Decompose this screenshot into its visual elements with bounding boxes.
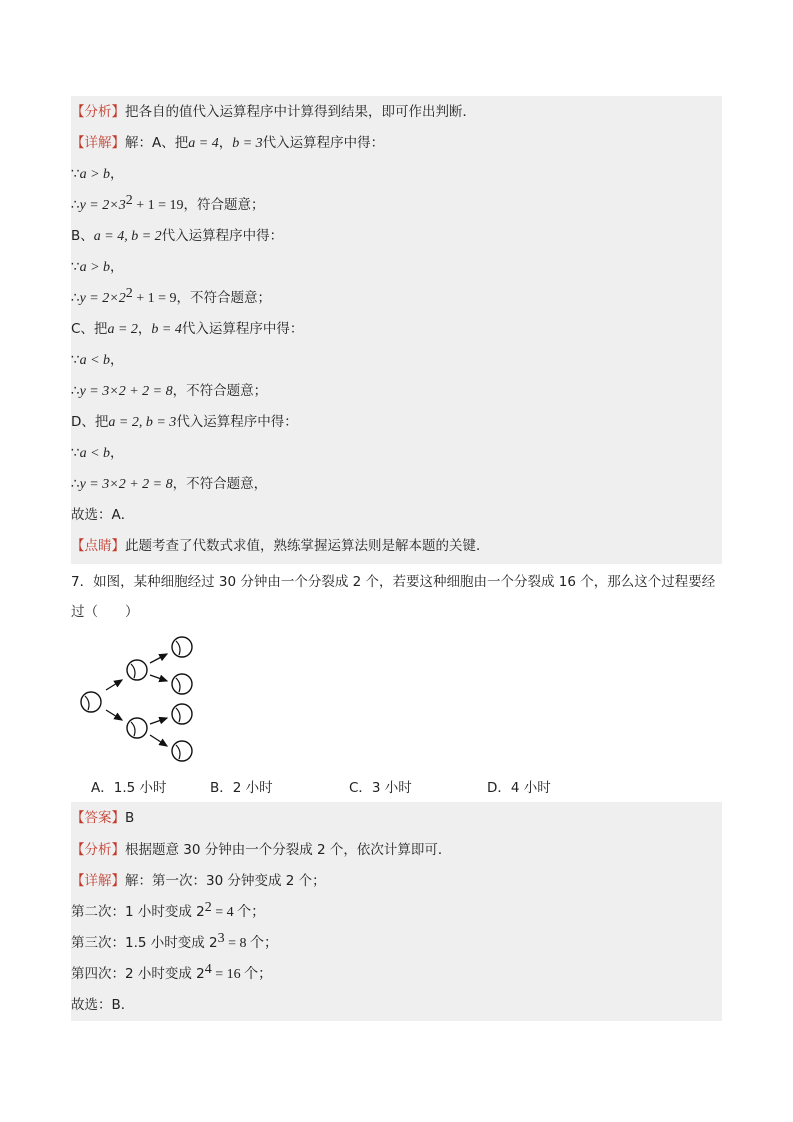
math-b-eq-4: b = 4 [151,322,182,337]
comment-tag: 【点睛】 [71,538,125,554]
D-result-line [71,474,267,494]
B-because-line [71,257,124,277]
therefore-symbol: ∴ [71,197,80,213]
solution-block-q7 [71,802,722,1021]
C-result-text: ，不符合题意； [172,383,268,399]
answer-line [71,808,134,828]
choose-B-line [71,995,134,1015]
exponent: 2 [204,900,212,915]
B-label: B、 [71,228,94,244]
B-result-line [71,288,271,308]
step-4-result: = 16 个； [211,967,273,982]
math-a-gt-b: a > b [79,260,111,275]
analysis-text: 根据题意 30 分钟由一个分裂成 2 个，依次计算即可． [125,842,452,858]
detail-line [71,133,384,153]
substitute-text: 代入运算程序中得： [262,135,385,151]
step-2-result: = 4 个； [211,905,266,920]
step-4-line [71,964,272,984]
math-C-calc: y = 3×2 + 2 = 8 [79,384,173,399]
analysis-line [71,102,476,122]
math-A-calc-rest: + 1 = 19 [132,198,184,213]
math-a-gt-b: a > b [79,167,111,182]
step-3-text: 第三次：1.5 小时变成 2 [71,935,218,951]
step-3-result: = 8 个； [224,936,279,951]
cell-generation-2-d [172,741,192,761]
comment-text: 此题考查了代数式求值，熟练掌握运算法则是解本题的关键． [125,538,490,554]
substitute-text: 代入运算程序中得： [161,228,284,244]
because-symbol: ∵ [71,166,80,182]
detail-tag: 【详解】 [71,873,125,889]
because-symbol: ∵ [71,445,80,461]
exponent: 4 [204,962,212,977]
therefore-symbol: ∴ [71,290,80,306]
therefore-symbol: ∴ [71,383,80,399]
separator: ， [137,321,152,337]
comma: ， [110,166,124,182]
arrow-1b-to-2c [150,718,167,724]
answer-tag: 【答案】 [71,810,125,826]
A-result-text: ，符合题意； [183,197,265,213]
math-D-vals: a = 2, b = 3 [108,415,177,430]
C-intro-line [71,319,303,339]
because-symbol: ∵ [71,259,80,275]
comma: ， [110,259,124,275]
analysis-tag: 【分析】 [71,104,125,120]
math-A-calc: y = 2×3 [79,198,126,213]
C-because-line [71,350,124,370]
exponent: 2 [125,286,133,301]
C-intro: C、把 [71,321,108,337]
option-C[interactable]: C．3 小时 [349,780,412,796]
arrow-0-to-1b [106,710,122,720]
math-a-lt-b: a < b [79,353,111,368]
D-because-line [71,443,124,463]
substitute-text: 代入运算程序中得： [181,321,304,337]
analysis-line-q7 [71,840,451,860]
math-b-eq-3: b = 3 [232,136,263,151]
detail-tag: 【详解】 [71,135,125,151]
C-result-line [71,381,267,401]
arrow-1a-to-2b [150,675,167,681]
choose-A-line [71,505,134,525]
cell-generation-1-bottom [127,718,147,738]
cell-generation-0 [81,692,101,712]
detail-line-q7 [71,871,326,891]
D-result-text: ，不符合题意， [172,476,268,492]
math-a-eq-2: a = 2 [107,322,138,337]
cell-generation-2-a [172,637,192,657]
comma: ， [110,445,124,461]
analysis-tag: 【分析】 [71,842,125,858]
option-D[interactable]: D．4 小时 [487,780,551,796]
cell-generation-2-b [172,674,192,694]
step-3-line [71,933,278,953]
math-B-vals: a = 4, b = 2 [93,229,162,244]
comma: ， [110,352,124,368]
question-7-line1: 7．如图，某种细胞经过 30 分钟由一个分裂成 2 个，若要这种细胞由一个分裂成 16 个，那么这个过程要经 [71,574,716,590]
detail-intro: 解：A、把 [125,135,189,151]
therefore-symbol: ∴ [71,476,80,492]
math-B-calc-rest: + 1 = 9 [132,291,177,306]
substitute-text: 代入运算程序中得： [176,414,298,430]
cell-generation-1-top [127,660,147,680]
math-a-eq-4: a = 4 [188,136,219,151]
option-A[interactable]: A．1.5 小时 [91,780,167,796]
cell-generation-2-c [172,704,192,724]
step-2-line [71,902,265,922]
exponent: 3 [217,931,225,946]
choose-A-text: 故选：A． [71,507,135,523]
exponent: 2 [125,193,133,208]
analysis-text: 把各自的值代入运算程序中计算得到结果，即可作出判断． [125,104,476,120]
step-1: 解：第一次：30 分钟变成 2 个； [125,873,326,889]
arrow-1b-to-2d [150,735,167,746]
option-B[interactable]: B．2 小时 [210,780,273,796]
D-intro-line [71,412,298,432]
choose-B-text: 故选：B． [71,997,135,1013]
math-a-lt-b: a < b [79,446,111,461]
math-D-calc: y = 3×2 + 2 = 8 [79,477,173,492]
A-because-line [71,164,124,184]
D-intro: D、把 [71,414,109,430]
because-symbol: ∵ [71,352,80,368]
cell-division-figure [76,630,206,765]
B-result-text: ，不符合题意； [176,290,271,306]
math-B-calc: y = 2×2 [79,291,126,306]
solution-block-q6 [71,96,722,564]
answer-value: B [125,810,135,826]
arrow-1a-to-2a [150,654,167,663]
A-result-line [71,195,265,215]
separator: ， [218,135,233,151]
arrow-0-to-1a [106,680,122,690]
comment-line [71,536,490,556]
step-4-text: 第四次：2 小时变成 2 [71,966,205,982]
question-7-line2: 过（ ） [71,604,139,620]
step-2-text: 第二次：1 小时变成 2 [71,904,205,920]
B-intro-line [71,226,283,246]
